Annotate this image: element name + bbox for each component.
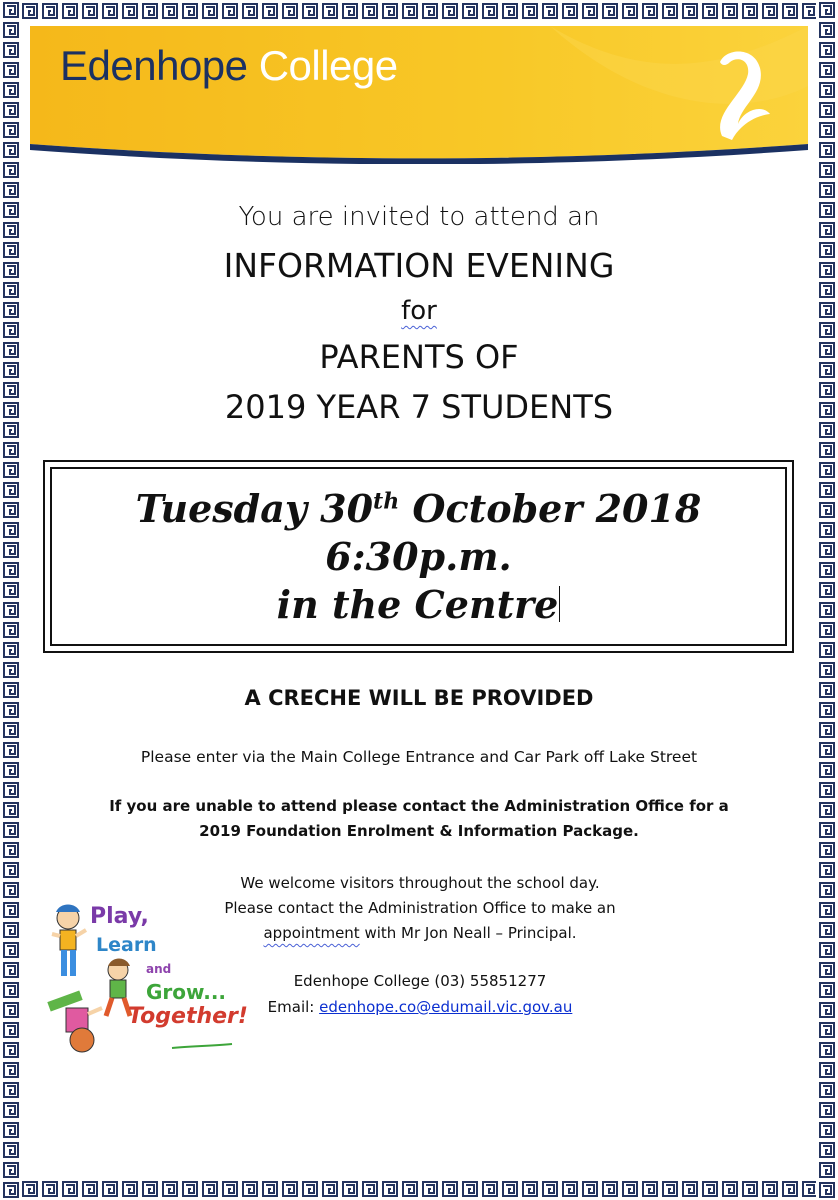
logo-word-play: Play, [90, 904, 149, 929]
entrance-instructions: Please enter via the Main College Entrance and Car Park off Lake Street [140, 748, 698, 766]
page-border-bottom [0, 1178, 838, 1200]
welcome-line1: We welcome visitors throughout the school day. [240, 874, 600, 892]
logo-word-grow: Grow... [146, 980, 227, 1004]
invitation-for [0, 296, 838, 326]
invitation-for-word: for [401, 296, 437, 326]
text-cursor [559, 586, 560, 622]
principal-contact: with Mr Jon Neall – Principal. [359, 924, 577, 942]
college-email-line [180, 998, 660, 1016]
logo-word-learn: Learn [96, 934, 157, 956]
unable-notice-line1: If you are unable to attend please contact the Administration Office for a [109, 797, 729, 815]
swan-logo-icon [682, 44, 772, 144]
college-phone: Edenhope College (03) 55851277 [293, 972, 547, 990]
play-learn-grow-logo [42, 900, 252, 1065]
email-link[interactable]: edenhope.co@edumail.vic.gov.au [319, 998, 573, 1016]
invitation-intro: You are invited to attend an [238, 202, 600, 232]
event-title: INFORMATION EVENING [223, 246, 615, 285]
college-name-part1: Edenhope [60, 42, 248, 89]
audience-line2: 2019 YEAR 7 STUDENTS [224, 388, 614, 426]
event-date-suffix: th [373, 488, 400, 515]
creche-notice: A CRECHE WILL BE PROVIDED [244, 686, 594, 710]
page-border-top [0, 0, 838, 22]
event-date [45, 486, 792, 531]
event-details-box [43, 460, 794, 653]
appointment-word: appointment [263, 924, 360, 942]
event-time: 6:30p.m. [325, 534, 512, 579]
event-date-month-year: October 2018 [399, 486, 702, 531]
event-location-text: in the Centre [276, 582, 559, 627]
welcome-line3 [180, 924, 660, 942]
welcome-line2: Please contact the Administration Office to make an [224, 899, 616, 917]
page-border-right [816, 0, 838, 1200]
college-name [60, 42, 398, 90]
unable-notice-line2: 2019 Foundation Enrolment & Information Package. [199, 822, 639, 840]
event-location [45, 582, 792, 627]
page-border-left [0, 0, 22, 1200]
logo-word-together: Together! [128, 1004, 248, 1029]
event-date-day: Tuesday 30 [135, 486, 374, 531]
audience-line1: PARENTS OF [319, 338, 519, 376]
email-label: Email: [267, 998, 320, 1016]
college-name-part2: College [258, 42, 398, 89]
logo-word-and: and [146, 962, 172, 976]
college-header-banner [30, 26, 808, 164]
